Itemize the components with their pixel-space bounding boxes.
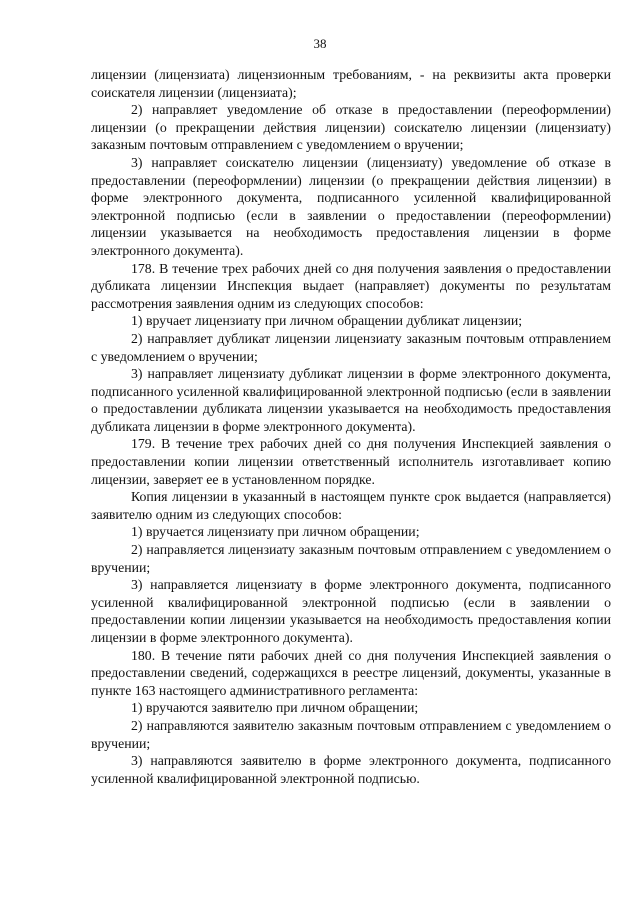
paragraph-178-item-1: 1) вручает лицензиату при личном обращении дубликат лицензии; [131, 313, 523, 329]
paragraph-clause-180: 180. В течение пяти рабочих дней со дня получения Инспекцией заявления о предоставлении сведений, содержащихся в реестре лицензий, документы, указанные в пункте 163 настоящего административного регламента: [91, 647, 611, 698]
paragraph-179-item-1: 1) вручается лицензиату при личном обращении; [131, 524, 420, 540]
paragraph-continuation: лицензии (лицензиата) лицензионным требованиям, - на реквизиты акта проверки соискателя лицензии (лицензиата); [91, 67, 611, 100]
paragraph-178-item-3: 3) направляет лицензиату дубликат лицензии в форме электронного документа, подписанного усиленной квалифицированной электронной подписью (если в заявлении о предоставлении дубликата лицензии указывается на необходимость предоставления дубликата лицензии в форме электронного документа). [91, 366, 611, 434]
paragraph-180-item-1: 1) вручаются заявителю при личном обращении; [131, 700, 419, 716]
paragraph-179-item-3: 3) направляется лицензиату в форме электронного документа, подписанного усиленной квалифицированной электронной подписью (если в заявлении о предоставлении копии лицензии указывается на необходимость предоставления копии лицензии в форме электронного документа). [91, 577, 611, 645]
paragraph-178-item-2: 2) направляет дубликат лицензии лицензиату заказным почтовым отправлением с уведомлением о вручении; [91, 330, 611, 364]
page-number: 38 [313, 36, 327, 51]
paragraph-179-copy-delivery: Копия лицензии в указанный в настоящем пункте срок выдается (направляется) заявителю одним из следующих способов: [91, 489, 611, 522]
paragraph-item-3-refusal-notice-electronic: 3) направляет соискателю лицензии (лицензиату) уведомление об отказе в предоставлении (переоформлении) лицензии (о прекращении действия лицензии) в форме электронного документа, подписанного усиленной квалифицированной электронной подписью (если в заявлении о предоставлении (переоформлении) лицензии указывается на необходимость предоставления лицензии в форме электронного документа). [91, 154, 611, 258]
document-body [91, 66, 611, 787]
paragraph-180-item-2: 2) направляются заявителю заказным почтовым отправлением с уведомлением о вручении; [91, 717, 611, 751]
paragraph-item-2-refusal-notice-mail: 2) направляет уведомление об отказе в предоставлении (переоформлении) лицензии (о прекращении действия лицензии) соискателю лицензии (лицензиату) заказным почтовым отправлением с уведомлением о вручении; [91, 102, 611, 153]
paragraph-clause-178: 178. В течение трех рабочих дней со дня получения заявления о предоставлении дубликата лицензии Инспекция выдает (направляет) документы по результатам рассмотрения заявления одним из следующих способов: [91, 260, 611, 311]
paragraph-clause-179: 179. В течение трех рабочих дней со дня получения Инспекцией заявления о предоставлении копии лицензии ответственный исполнитель изготавливает копию лицензии, заверяет ее в установленном порядке. [91, 436, 611, 487]
paragraph-180-item-3: 3) направляются заявителю в форме электронного документа, подписанного усиленной квалифицированной электронной подписью. [91, 753, 611, 786]
paragraph-179-item-2: 2) направляется лицензиату заказным почтовым отправлением с уведомлением о вручении; [91, 542, 611, 575]
